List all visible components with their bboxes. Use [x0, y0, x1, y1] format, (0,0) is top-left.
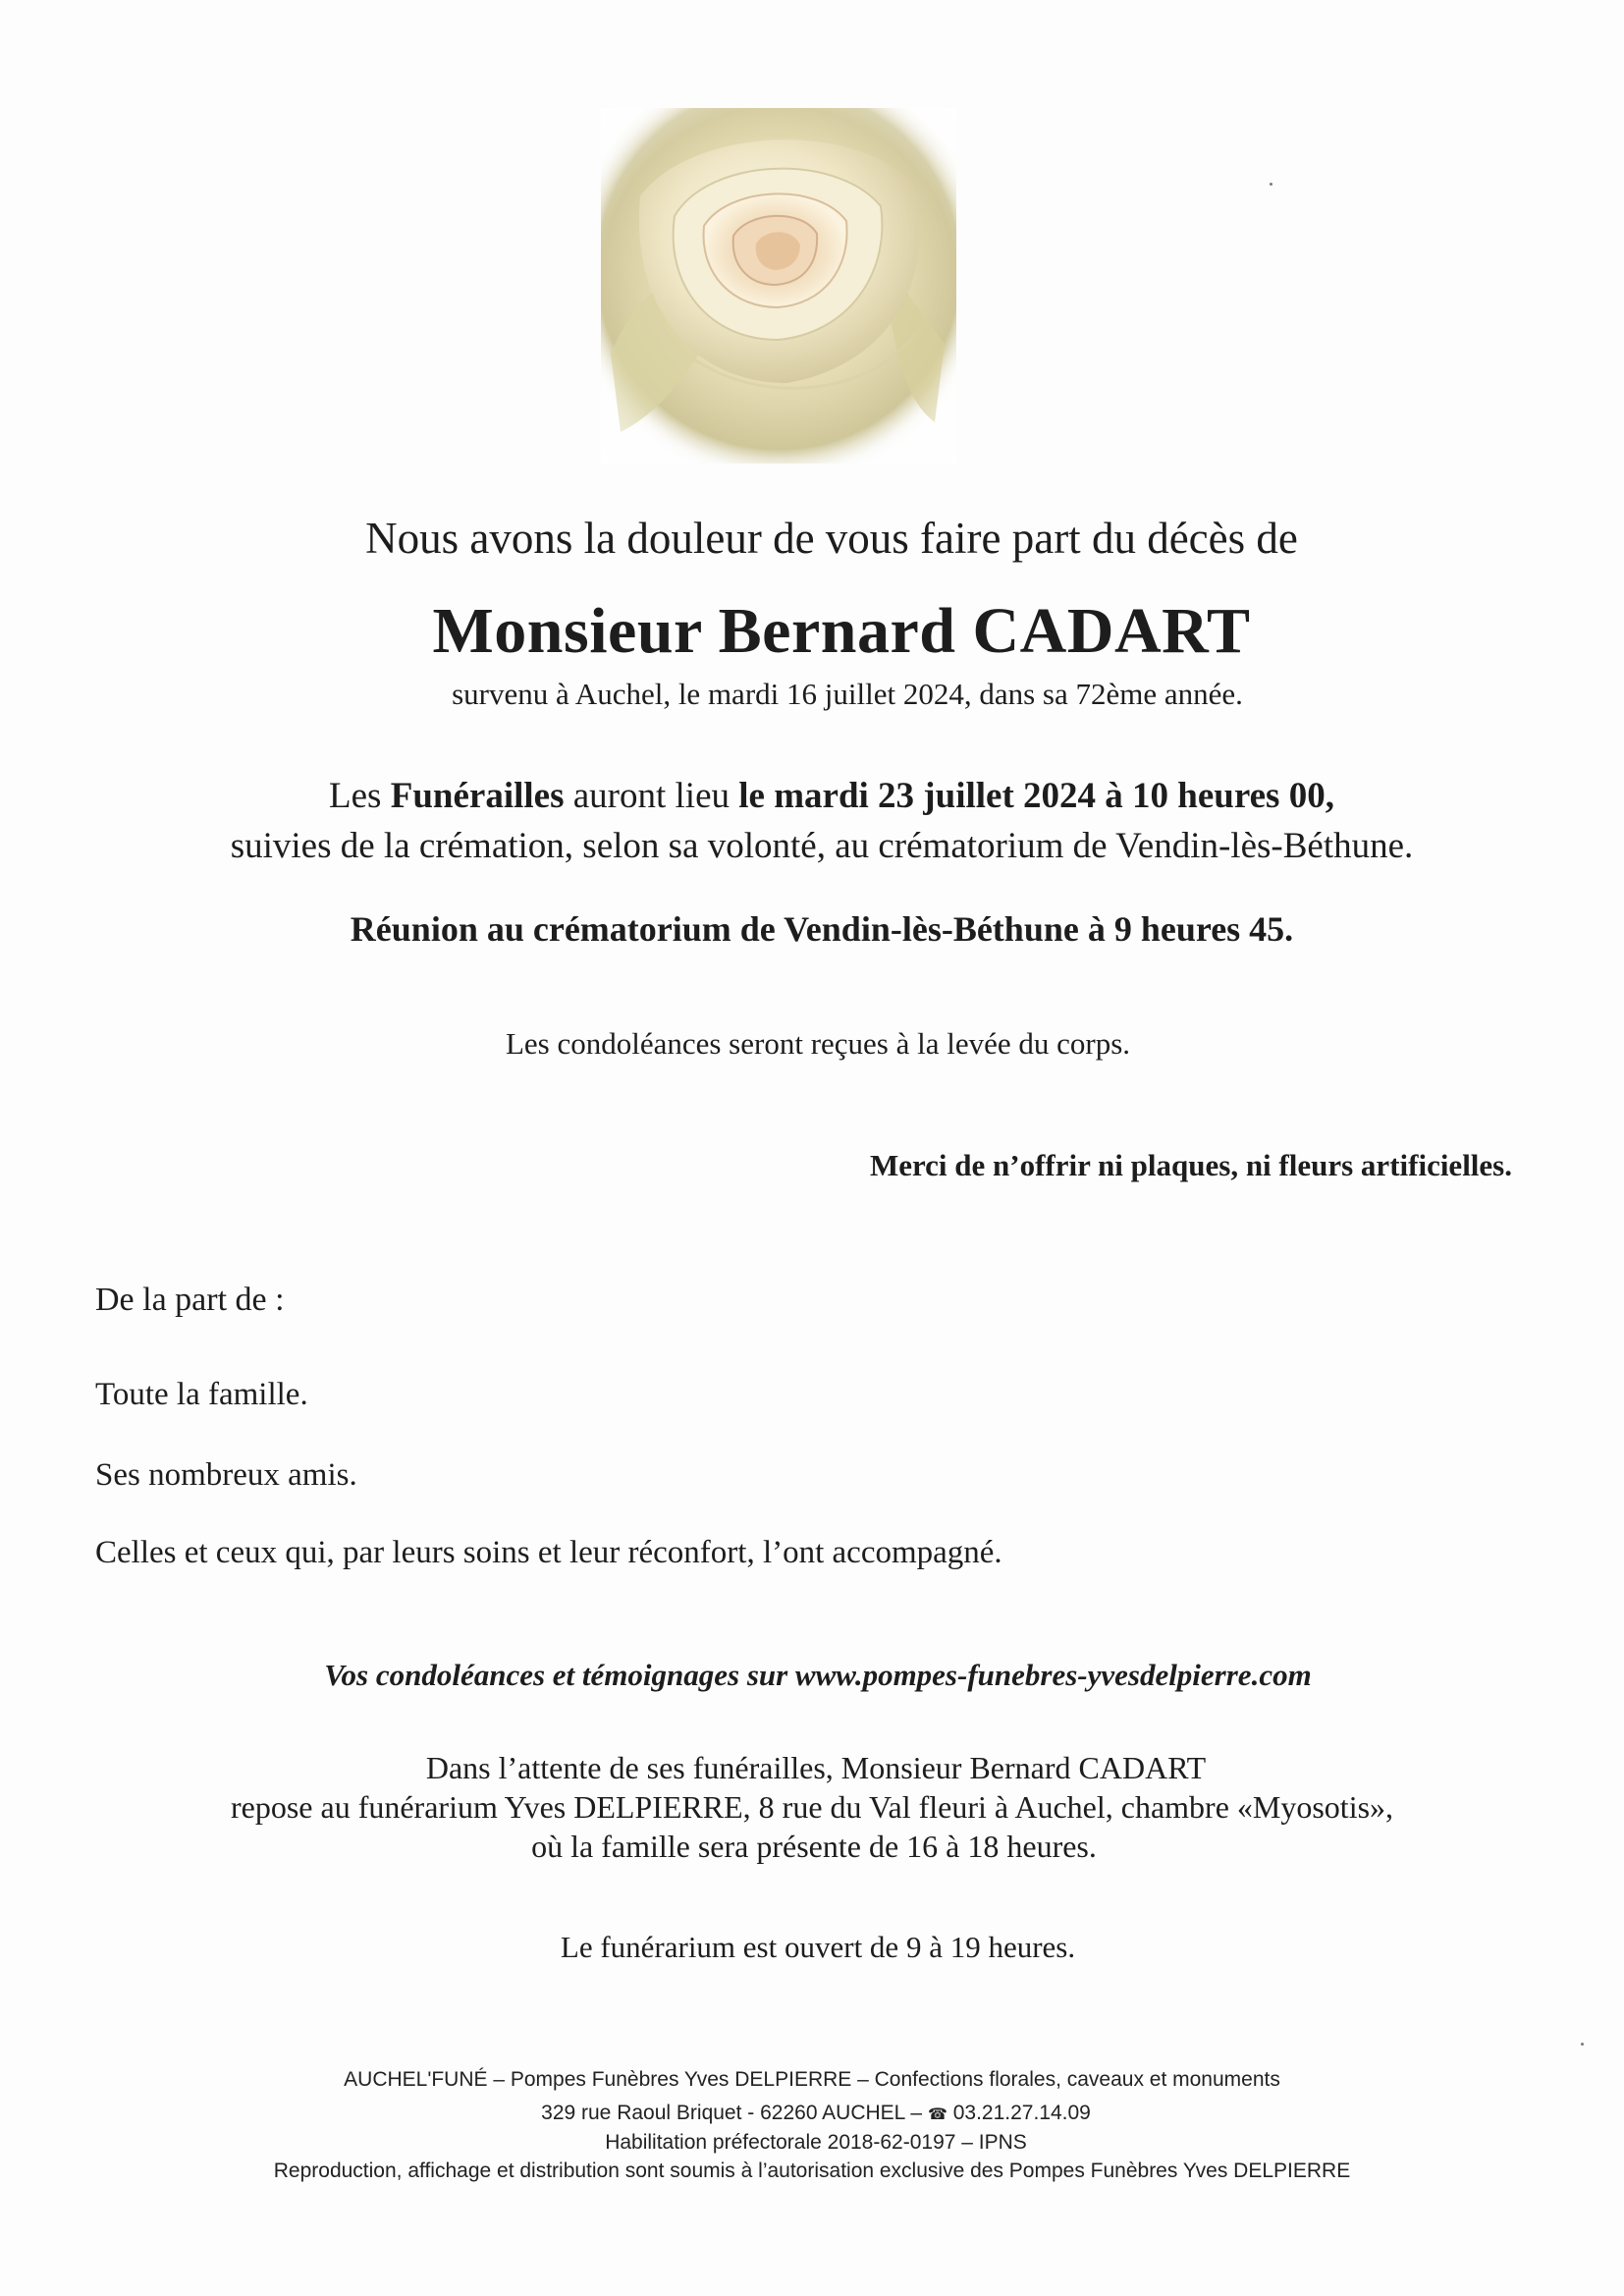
family-line: Toute la famille.	[95, 1377, 308, 1412]
footer-address	[4, 2102, 1624, 2125]
telephone-icon: ☎	[927, 2106, 947, 2123]
repose-line: Dans l’attente de ses funérailles, Monsieur Bernard CADART	[425, 1750, 1207, 1785]
funerarium-hours: Le funérarium est ouvert de 9 à 19 heures.	[560, 1930, 1076, 1964]
family-line: Celles et ceux qui, par leurs soins et leur réconfort, l’ont accompagné.	[95, 1535, 1002, 1570]
scan-speck	[1581, 2043, 1584, 2046]
online-condolences: Vos condoléances et témoignages sur www.pompes-funebres-yvesdelpierre.com	[324, 1658, 1312, 1692]
funeral-datetime-line	[20, 775, 1624, 817]
funeral-middle: auront lieu	[564, 776, 739, 816]
condolences-info: Les condoléances seront reçues à la levée du corps.	[505, 1026, 1131, 1061]
funeral-datetime: le mardi 23 juillet 2024 à 10 heures 00,	[738, 776, 1334, 816]
footer-company: AUCHEL'FUNÉ – Pompes Funèbres Yves DELPIERRE – Confections florales, caveaux et monuments	[344, 2068, 1280, 2091]
repose-line: repose au funérarium Yves DELPIERRE, 8 rue du Val fleuri à Auchel, chambre «Myosotis»,	[230, 1789, 1394, 1825]
repose-line: où la famille sera présente de 16 à 18 heures.	[531, 1829, 1097, 1864]
footer-copyright: Reproduction, affichage et distribution sont soumis à l’autorisation exclusive des Pompes Funèbres Yves DELPIERRE	[273, 2159, 1351, 2182]
footer-phone: 03.21.27.14.09	[947, 2102, 1091, 2124]
cremation-line: suivies de la crémation, selon sa volonté, au crématorium de Vendin-lès-Béthune.	[230, 826, 1414, 866]
white-rose-image	[601, 108, 956, 464]
death-details: survenu à Auchel, le mardi 16 juillet 2024, dans sa 72ème année.	[452, 677, 1243, 711]
deceased-name: Monsieur Bernard CADART	[432, 595, 1251, 667]
intro-text: Nous avons la douleur de vous faire part du décès de	[365, 514, 1298, 563]
footer-habilitation: Habilitation préfectorale 2018-62-0197 – IPNS	[605, 2131, 1027, 2154]
scan-speck	[1270, 183, 1272, 186]
funerailles-word: Funérailles	[390, 776, 565, 816]
footer-address-text: 329 rue Raoul Briquet - 62260 AUCHEL –	[541, 2102, 928, 2124]
from-label: De la part de :	[95, 1282, 285, 1318]
family-line: Ses nombreux amis.	[95, 1457, 357, 1493]
no-flowers-request: Merci de n’offrir ni plaques, ni fleurs artificielles.	[869, 1148, 1512, 1182]
reunion-info: Réunion au crématorium de Vendin-lès-Béthune à 9 heures 45.	[350, 909, 1294, 949]
funeral-prefix: Les	[329, 776, 391, 816]
